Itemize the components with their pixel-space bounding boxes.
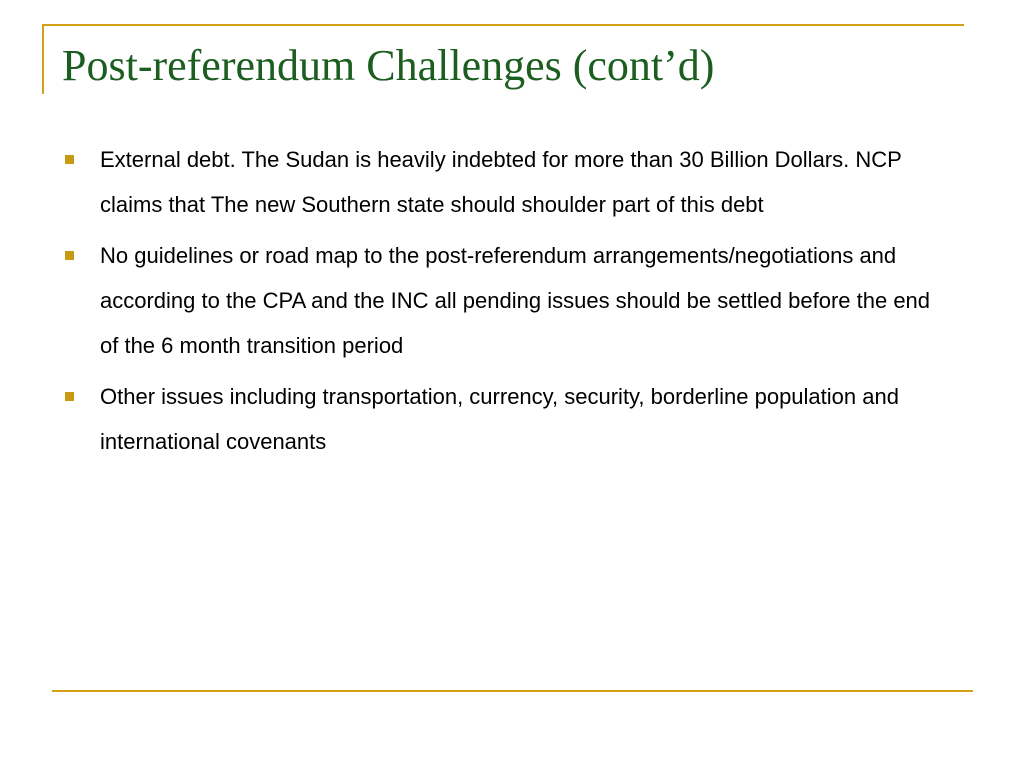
top-accent-line [43, 24, 964, 26]
bottom-accent-line [52, 690, 973, 692]
bullet-item-guidelines [62, 233, 952, 368]
bullet-text: External debt. The Sudan is heavily indebted for more than 30 Billion Dollars. NCP claims that The new Southern state should shoulder part of this debt [100, 147, 902, 217]
bullet-item-other-issues [62, 374, 952, 464]
slide-title: Post-referendum Challenges (cont’d) [62, 41, 715, 90]
square-bullet-icon [65, 155, 74, 164]
bullet-list [62, 137, 952, 470]
square-bullet-icon [65, 392, 74, 401]
bullet-text: Other issues including transportation, currency, security, borderline population and international covenants [100, 384, 899, 454]
bullet-item-external-debt [62, 137, 952, 227]
square-bullet-icon [65, 251, 74, 260]
left-accent-line [42, 24, 44, 94]
bullet-text: No guidelines or road map to the post-referendum arrangements/negotiations and according to the CPA and the INC all pending issues should be settled before the end of the 6 month transition period [100, 243, 931, 358]
